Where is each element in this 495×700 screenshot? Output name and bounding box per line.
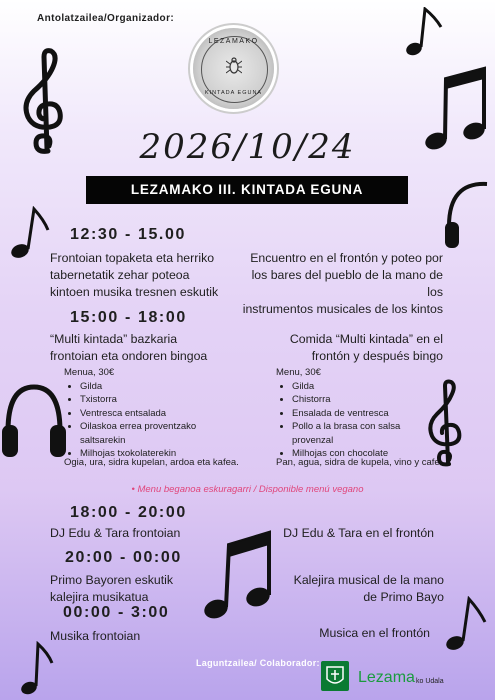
menu-es-item: • Pollo a la brasa con salsa provenzal [292, 420, 436, 447]
bug-icon [226, 56, 242, 76]
menu-es-item: • Milhojas con chocolate [292, 447, 436, 461]
menu-eu-item: • Ventresca entsalada [80, 407, 239, 421]
event2-es-line: frontón y después bingo [311, 349, 443, 363]
eighth-note-icon [10, 206, 52, 260]
menu-es [276, 366, 436, 461]
treble-clef-icon [20, 47, 72, 159]
menu-eu-drinks: Ogia, ura, sidra kupelan, ardoa eta kafea. [64, 457, 239, 468]
menu-es-item: • Gilda [292, 380, 436, 394]
event1-eu [50, 250, 250, 301]
event2-time: 15:00 - 18:00 [70, 309, 187, 326]
treble-clef-icon [425, 378, 473, 470]
event5-es: Musica en el frontón [319, 626, 430, 640]
menu-eu-item: • Gilda [80, 380, 239, 394]
event2-eu [50, 331, 260, 365]
menu-eu-item: • Oilaskoa errea proventzako saltsarekin [80, 420, 239, 447]
eighth-note-icon [405, 7, 445, 57]
sponsor-suffix: ko Udala [416, 678, 444, 685]
event2-es [240, 331, 443, 365]
event4-eu-line: kalejira musikatua [50, 590, 149, 604]
event1-eu-line: tabernetatik zehar poteoa [50, 268, 190, 282]
menu-es-item: • Chistorra [292, 393, 436, 407]
menu-es-item: • Ensalada de ventresca [292, 407, 436, 421]
menu-es-drinks: Pan, agua, sidra de kupela, vino y cafe. [276, 457, 443, 468]
beamed-notes-icon [424, 65, 488, 155]
event3-es: DJ Edu & Tara en el frontón [283, 526, 434, 540]
event2-eu-line: “Multi kintada” bazkaria [50, 332, 178, 346]
logo-bottom-text: KINTADA EGUNA [204, 90, 263, 96]
eighth-note-icon [445, 596, 489, 652]
town-hall-crest-icon [321, 661, 349, 691]
event3-eu: DJ Edu & Tara frontoian [50, 526, 181, 540]
menu-eu-title: Menua, 30€ [64, 367, 115, 378]
event4-es-line: Kalejira musical de la mano [293, 573, 444, 587]
event1-es-line: los bares del pueblo de la mano de los [251, 268, 443, 299]
menu-eu-item: • Txistorra [80, 393, 239, 407]
eighth-note-icon [20, 641, 56, 697]
collaborator-label: Laguntzailea/ Colaborador: [196, 658, 320, 668]
event-title-banner: LEZAMAKO III. KINTADA EGUNA [86, 176, 408, 204]
event2-es-line: Comida “Multi kintada” en el [289, 332, 443, 346]
event1-time: 12:30 - 15.00 [70, 226, 186, 243]
headphones-icon [443, 176, 493, 252]
beamed-notes-icon [203, 529, 273, 623]
menu-es-title: Menu, 30€ [276, 367, 321, 378]
logo-top-text: LEZAMAKO [208, 38, 259, 45]
menu-eu [64, 366, 239, 461]
event4-eu-line: Primo Bayoren eskutik [50, 573, 174, 587]
event3-time: 18:00 - 20:00 [70, 504, 187, 521]
event1-es-line: Encuentro en el frontón y poteo por [250, 251, 443, 265]
event5-time: 00:00 - 3:00 [63, 604, 170, 621]
organizer-label: Antolatzailea/Organizador: [37, 13, 175, 24]
event1-eu-line: kintoen musika tresnen eskutik [50, 285, 219, 299]
headphones-icon [0, 381, 68, 461]
event1-es-line: instrumentos musicales de los kintos [242, 302, 443, 316]
vegan-note: • Menu beganoa eskuragarri / Disponible menú vegano [131, 484, 364, 495]
event4-es [260, 572, 444, 606]
event1-es [235, 250, 443, 318]
kintada-logo [193, 28, 274, 109]
event-date: 2026/10/24 [139, 127, 356, 167]
sponsor-name: Lezama [358, 669, 415, 686]
event2-eu-line: frontoian eta ondoren bingoa [50, 349, 208, 363]
event1-eu-line: Frontoian topaketa eta herriko [50, 251, 215, 265]
event5-eu: Musika frontoian [50, 629, 141, 643]
menu-eu-item: • Milhojas txokolaterekin [80, 447, 239, 461]
event4-time: 20:00 - 00:00 [65, 549, 182, 566]
event4-es-line: de Primo Bayo [363, 590, 444, 604]
